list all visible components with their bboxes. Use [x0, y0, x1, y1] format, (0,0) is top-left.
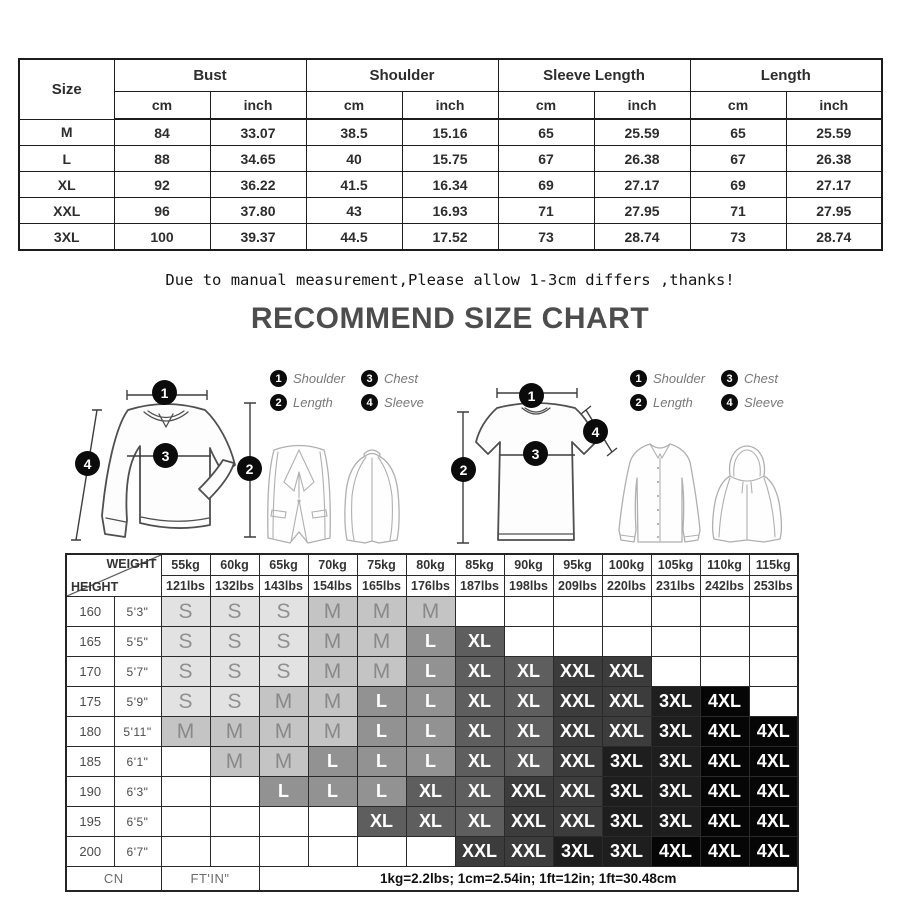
size-cell: [455, 597, 504, 627]
size-cell: [651, 597, 700, 627]
size-cell: L: [406, 717, 455, 747]
size-cell: 4XL: [700, 687, 749, 717]
height-row: [66, 597, 798, 627]
legend-label: Sleeve: [744, 395, 784, 410]
unit-header: inch: [210, 92, 306, 120]
jacket-illustration: [338, 440, 406, 550]
height-axis-label: HEIGHT: [71, 580, 119, 594]
size-cell: [161, 807, 210, 837]
group-header-row: [19, 59, 882, 92]
size-row: [19, 172, 882, 198]
weight-lbs-header: 165lbs: [357, 576, 406, 597]
height-cm-cell: 195: [66, 807, 114, 837]
legend-number-badge: 4: [361, 394, 378, 411]
legend-item: [361, 394, 424, 411]
measurement-value: 25.59: [594, 119, 690, 146]
size-cell: S: [210, 687, 259, 717]
weight-lbs-header: 187lbs: [455, 576, 504, 597]
size-label: XL: [19, 172, 114, 198]
size-cell: L: [406, 687, 455, 717]
size-cell: L: [308, 777, 357, 807]
size-cell: M: [406, 597, 455, 627]
measurement-value: 26.38: [594, 146, 690, 172]
measurement-value: 69: [498, 172, 594, 198]
measurement-value: 92: [114, 172, 210, 198]
size-cell: 3XL: [651, 747, 700, 777]
size-label: XXL: [19, 198, 114, 224]
size-cell: [749, 657, 798, 687]
size-cell: XL: [455, 657, 504, 687]
size-cell: XXL: [504, 807, 553, 837]
size-cell: L: [259, 777, 308, 807]
size-cell: [553, 627, 602, 657]
size-cell: [308, 837, 357, 867]
size-cell: 4XL: [700, 837, 749, 867]
size-cell: L: [406, 627, 455, 657]
weight-kg-header: 55kg: [161, 554, 210, 576]
size-cell: 3XL: [602, 747, 651, 777]
size-cell: S: [210, 657, 259, 687]
weight-axis-label: WEIGHT: [106, 557, 157, 571]
size-cell: XXL: [504, 777, 553, 807]
size-cell: 4XL: [749, 777, 798, 807]
size-cell: M: [259, 747, 308, 777]
measurement-value: 44.5: [306, 224, 402, 251]
height-row: [66, 627, 798, 657]
size-cell: XXL: [602, 687, 651, 717]
size-cell: XL: [357, 807, 406, 837]
size-cell: M: [308, 627, 357, 657]
size-cell: XXL: [553, 807, 602, 837]
size-cell: XL: [455, 807, 504, 837]
height-row: [66, 837, 798, 867]
size-cell: 4XL: [700, 807, 749, 837]
footer-cn-label: CN: [66, 867, 161, 892]
legend-number-badge: 1: [270, 370, 287, 387]
size-cell: M: [308, 597, 357, 627]
weight-lbs-header: 209lbs: [553, 576, 602, 597]
height-cm-cell: 200: [66, 837, 114, 867]
measurement-value: 73: [690, 224, 786, 251]
measurement-value: 71: [498, 198, 594, 224]
size-cell: 3XL: [651, 777, 700, 807]
size-cell: M: [357, 627, 406, 657]
legend-label: Shoulder: [653, 371, 706, 386]
size-cell: M: [161, 717, 210, 747]
measurement-group-header: Bust: [114, 59, 306, 92]
unit-header: inch: [786, 92, 882, 120]
height-cm-cell: 175: [66, 687, 114, 717]
size-cell: XL: [455, 687, 504, 717]
size-cell: L: [308, 747, 357, 777]
size-cell: L: [357, 747, 406, 777]
size-column-header: Size: [19, 59, 114, 119]
marker-sleeve: 4: [583, 419, 608, 444]
size-cell: 4XL: [749, 807, 798, 837]
weight-kg-header: 110kg: [700, 554, 749, 576]
size-cell: [700, 657, 749, 687]
measurement-value: 15.75: [402, 146, 498, 172]
size-cell: [308, 807, 357, 837]
size-cell: M: [308, 657, 357, 687]
unit-header: cm: [498, 92, 594, 120]
measurement-value: 67: [690, 146, 786, 172]
size-cell: XXL: [553, 657, 602, 687]
size-row: [19, 119, 882, 146]
measurement-value: 96: [114, 198, 210, 224]
size-cell: [210, 807, 259, 837]
size-cell: [357, 837, 406, 867]
weight-lbs-header: 176lbs: [406, 576, 455, 597]
measurement-value: 33.07: [210, 119, 306, 146]
legend-label: Chest: [384, 371, 419, 386]
measurement-value: 25.59: [786, 119, 882, 146]
recommend-size-table: [65, 553, 799, 892]
measurement-value: 28.74: [786, 224, 882, 251]
weight-kg-header: 60kg: [210, 554, 259, 576]
unit-header: cm: [114, 92, 210, 120]
marker-sleeve: 4: [75, 451, 100, 476]
weight-kg-header: 115kg: [749, 554, 798, 576]
size-cell: S: [210, 627, 259, 657]
size-cell: 4XL: [700, 717, 749, 747]
height-ft-cell: 5'11": [114, 717, 161, 747]
weight-lbs-header: 154lbs: [308, 576, 357, 597]
size-cell: S: [210, 597, 259, 627]
size-cell: 3XL: [602, 837, 651, 867]
size-cell: M: [357, 657, 406, 687]
unit-header: cm: [690, 92, 786, 120]
size-cell: XXL: [455, 837, 504, 867]
size-cell: [602, 627, 651, 657]
size-cell: XXL: [553, 717, 602, 747]
size-label: 3XL: [19, 224, 114, 251]
measurement-value: 27.17: [786, 172, 882, 198]
size-spec-table: [18, 58, 883, 251]
size-cell: S: [161, 597, 210, 627]
height-ft-cell: 6'1": [114, 747, 161, 777]
legend-label: Length: [653, 395, 693, 410]
marker-chest: 3: [523, 441, 548, 466]
measure-legend-right: [630, 370, 784, 411]
weight-lbs-header: 220lbs: [602, 576, 651, 597]
size-cell: 4XL: [749, 747, 798, 777]
size-cell: 4XL: [700, 747, 749, 777]
size-cell: M: [210, 747, 259, 777]
legend-item: [721, 370, 784, 387]
size-cell: M: [259, 687, 308, 717]
weight-kg-row: [66, 554, 798, 576]
marker-length: 2: [451, 457, 476, 482]
size-cell: M: [210, 717, 259, 747]
height-row: [66, 777, 798, 807]
legend-item: [630, 370, 705, 387]
size-cell: [161, 747, 210, 777]
height-row: [66, 807, 798, 837]
weight-kg-header: 95kg: [553, 554, 602, 576]
page-title: RECOMMEND SIZE CHART: [250, 302, 650, 335]
size-cell: XXL: [553, 687, 602, 717]
measurement-value: 27.95: [786, 198, 882, 224]
height-cm-cell: 160: [66, 597, 114, 627]
conversion-row: [66, 867, 798, 892]
legend-number-badge: 4: [721, 394, 738, 411]
conversion-note: 1kg=2.2lbs; 1cm=2.54in; 1ft=12in; 1ft=30.48cm: [259, 867, 798, 892]
height-cm-cell: 190: [66, 777, 114, 807]
height-row: [66, 747, 798, 777]
size-cell: 4XL: [749, 717, 798, 747]
size-cell: [749, 597, 798, 627]
size-cell: [651, 657, 700, 687]
size-cell: [406, 837, 455, 867]
size-cell: 4XL: [651, 837, 700, 867]
weight-kg-header: 65kg: [259, 554, 308, 576]
size-cell: L: [406, 657, 455, 687]
size-cell: 3XL: [602, 777, 651, 807]
size-cell: XL: [455, 777, 504, 807]
height-cm-cell: 170: [66, 657, 114, 687]
size-cell: 3XL: [651, 807, 700, 837]
size-cell: XL: [504, 747, 553, 777]
measurement-value: 28.74: [594, 224, 690, 251]
weight-kg-header: 90kg: [504, 554, 553, 576]
measurement-value: 67: [498, 146, 594, 172]
size-row: [19, 146, 882, 172]
measurement-value: 41.5: [306, 172, 402, 198]
size-cell: [210, 777, 259, 807]
legend-label: Shoulder: [293, 371, 346, 386]
size-cell: S: [259, 597, 308, 627]
measure-legend-left: [270, 370, 424, 411]
size-cell: 3XL: [651, 687, 700, 717]
height-ft-cell: 5'5": [114, 627, 161, 657]
size-cell: [259, 837, 308, 867]
size-cell: [651, 627, 700, 657]
weight-kg-header: 70kg: [308, 554, 357, 576]
measurement-value: 27.95: [594, 198, 690, 224]
size-cell: XL: [406, 777, 455, 807]
size-cell: XXL: [602, 657, 651, 687]
height-cm-cell: 180: [66, 717, 114, 747]
measurement-group-header: Shoulder: [306, 59, 498, 92]
measurement-note: Due to manual measurement,Please allow 1-3cm differs ,thanks!: [165, 271, 735, 289]
weight-kg-header: 105kg: [651, 554, 700, 576]
weight-lbs-header: 132lbs: [210, 576, 259, 597]
size-cell: [504, 597, 553, 627]
measurement-group-header: Length: [690, 59, 882, 92]
measurement-value: 65: [690, 119, 786, 146]
weight-lbs-header: 121lbs: [161, 576, 210, 597]
legend-item: [361, 370, 424, 387]
measurement-value: 100: [114, 224, 210, 251]
height-row: [66, 657, 798, 687]
measurement-value: 16.93: [402, 198, 498, 224]
size-cell: S: [259, 627, 308, 657]
size-cell: 3XL: [651, 717, 700, 747]
height-row: [66, 717, 798, 747]
size-cell: XL: [504, 657, 553, 687]
measurement-value: 27.17: [594, 172, 690, 198]
size-cell: S: [161, 657, 210, 687]
height-ft-cell: 5'3": [114, 597, 161, 627]
measurement-group-header: Sleeve Length: [498, 59, 690, 92]
size-cell: M: [259, 717, 308, 747]
weight-lbs-header: 231lbs: [651, 576, 700, 597]
measurement-value: 26.38: [786, 146, 882, 172]
measurement-value: 15.16: [402, 119, 498, 146]
size-cell: [749, 627, 798, 657]
marker-length: 2: [237, 456, 262, 481]
weight-height-corner: [66, 554, 161, 597]
size-cell: XXL: [553, 777, 602, 807]
size-cell: XXL: [602, 717, 651, 747]
measurement-value: 84: [114, 119, 210, 146]
size-cell: XL: [455, 747, 504, 777]
size-cell: [749, 687, 798, 717]
shirt-illustration: [614, 438, 709, 548]
measurement-value: 17.52: [402, 224, 498, 251]
size-cell: 4XL: [749, 837, 798, 867]
height-ft-cell: 6'5": [114, 807, 161, 837]
size-cell: L: [357, 717, 406, 747]
size-cell: [504, 627, 553, 657]
height-ft-cell: 5'7": [114, 657, 161, 687]
legend-number-badge: 3: [721, 370, 738, 387]
size-cell: M: [308, 687, 357, 717]
legend-label: Chest: [744, 371, 779, 386]
measurement-value: 16.34: [402, 172, 498, 198]
size-cell: [700, 627, 749, 657]
weight-kg-header: 100kg: [602, 554, 651, 576]
size-cell: 3XL: [553, 837, 602, 867]
measurement-value: 43: [306, 198, 402, 224]
size-cell: [553, 597, 602, 627]
size-cell: L: [357, 777, 406, 807]
weight-lbs-header: 198lbs: [504, 576, 553, 597]
size-cell: S: [161, 627, 210, 657]
size-cell: [210, 837, 259, 867]
measurement-value: 38.5: [306, 119, 402, 146]
size-cell: 3XL: [602, 807, 651, 837]
marker-chest: 3: [153, 443, 178, 468]
weight-kg-header: 80kg: [406, 554, 455, 576]
size-cell: [161, 777, 210, 807]
size-cell: S: [259, 657, 308, 687]
unit-header: cm: [306, 92, 402, 120]
size-cell: XL: [406, 807, 455, 837]
blazer-illustration: [260, 438, 338, 550]
weight-lbs-header: 143lbs: [259, 576, 308, 597]
weight-lbs-header: 242lbs: [700, 576, 749, 597]
legend-item: [721, 394, 784, 411]
size-row: [19, 198, 882, 224]
weight-lbs-row: [66, 576, 798, 597]
legend-item: [630, 394, 705, 411]
weight-kg-header: 85kg: [455, 554, 504, 576]
weight-lbs-header: 253lbs: [749, 576, 798, 597]
height-cm-cell: 165: [66, 627, 114, 657]
measurement-value: 69: [690, 172, 786, 198]
measurement-value: 65: [498, 119, 594, 146]
size-cell: XL: [455, 717, 504, 747]
measurement-value: 71: [690, 198, 786, 224]
size-cell: [602, 597, 651, 627]
size-cell: XL: [504, 687, 553, 717]
size-cell: L: [357, 687, 406, 717]
size-label: M: [19, 119, 114, 146]
hoodie-illustration: [705, 442, 790, 547]
legend-label: Sleeve: [384, 395, 424, 410]
size-cell: XL: [455, 627, 504, 657]
measurement-value: 88: [114, 146, 210, 172]
legend-number-badge: 1: [630, 370, 647, 387]
size-cell: XXL: [553, 747, 602, 777]
legend-number-badge: 2: [630, 394, 647, 411]
height-ft-cell: 6'3": [114, 777, 161, 807]
height-ft-cell: 5'9": [114, 687, 161, 717]
marker-shoulder: 1: [519, 383, 544, 408]
weight-kg-header: 75kg: [357, 554, 406, 576]
size-label: L: [19, 146, 114, 172]
size-cell: S: [161, 687, 210, 717]
measurement-value: 37.80: [210, 198, 306, 224]
unit-header: inch: [402, 92, 498, 120]
legend-item: [270, 370, 345, 387]
size-cell: XXL: [504, 837, 553, 867]
size-row: [19, 224, 882, 251]
legend-item: [270, 394, 345, 411]
size-cell: L: [406, 747, 455, 777]
size-cell: [700, 597, 749, 627]
measurement-value: 36.22: [210, 172, 306, 198]
measurement-value: 39.37: [210, 224, 306, 251]
legend-label: Length: [293, 395, 333, 410]
measure-diagrams: [0, 360, 900, 555]
height-row: [66, 687, 798, 717]
measurement-value: 34.65: [210, 146, 306, 172]
unit-header-row: [19, 92, 882, 120]
size-cell: M: [357, 597, 406, 627]
size-cell: XL: [504, 717, 553, 747]
size-cell: [161, 837, 210, 867]
legend-number-badge: 3: [361, 370, 378, 387]
footer-ftin-label: FT'IN": [161, 867, 259, 892]
unit-header: inch: [594, 92, 690, 120]
size-cell: M: [308, 717, 357, 747]
measurement-value: 73: [498, 224, 594, 251]
height-cm-cell: 185: [66, 747, 114, 777]
size-cell: [259, 807, 308, 837]
size-cell: 4XL: [700, 777, 749, 807]
marker-shoulder: 1: [152, 380, 177, 405]
height-ft-cell: 6'7": [114, 837, 161, 867]
legend-number-badge: 2: [270, 394, 287, 411]
measurement-value: 40: [306, 146, 402, 172]
